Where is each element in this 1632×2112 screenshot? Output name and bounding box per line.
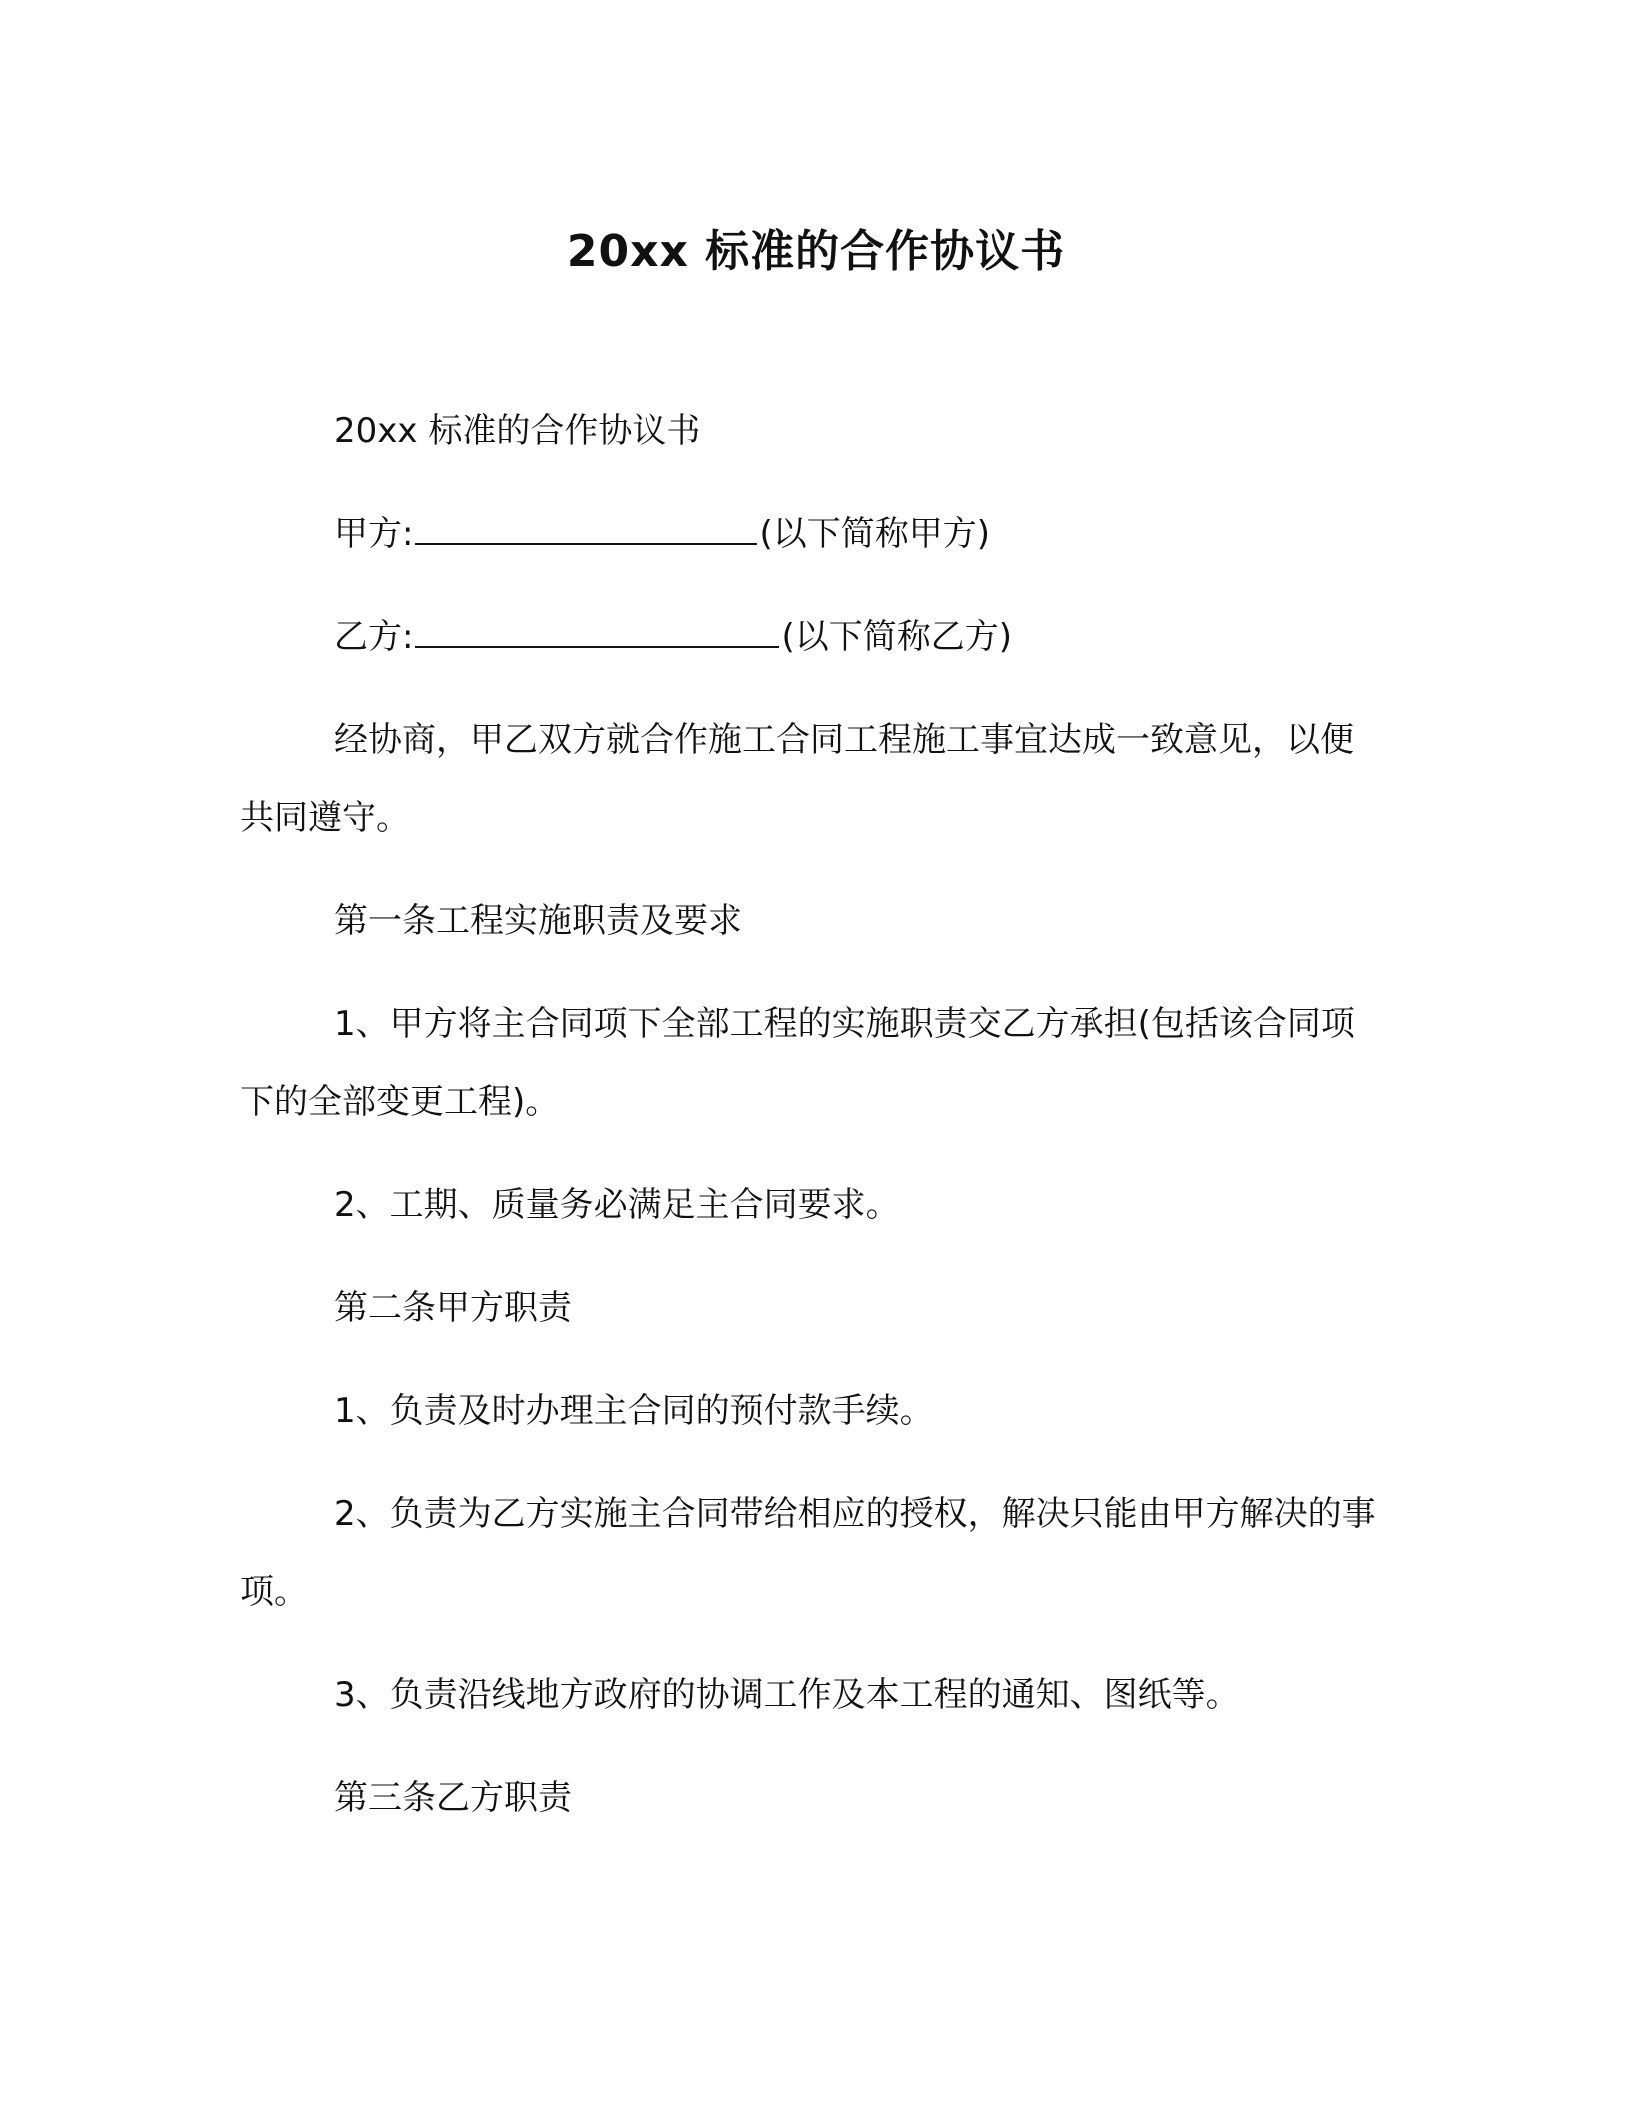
party-a-suffix: (以下简称甲方)	[759, 514, 990, 554]
article-1-item-1: 1、甲方将主合同项下全部工程的实施职责交乙方承担(包括该合同项下的全部变更工程)。	[240, 1004, 1355, 1122]
article-2-item-2: 2、负责为乙方实施主合同带给相应的授权，解决只能由甲方解决的事项。	[240, 1494, 1376, 1612]
article-1-heading: 第一条工程实施职责及要求	[334, 901, 742, 941]
document-subtitle: 20xx 标准的合作协议书	[334, 411, 701, 451]
article-3-heading: 第三条乙方职责	[334, 1778, 572, 1818]
article-2-item-1: 1、负责及时办理主合同的预付款手续。	[334, 1391, 934, 1431]
document-body	[240, 392, 1376, 1837]
document-title: 20xx 标准的合作协议书	[566, 226, 1066, 277]
intro-paragraph: 经协商，甲乙双方就合作施工合同工程施工事宜达成一致意见，以便共同遵守。	[240, 720, 1354, 838]
party-a-line	[240, 495, 1376, 573]
article-2-heading: 第二条甲方职责	[334, 1288, 572, 1328]
party-b-label: 乙方:	[334, 617, 414, 657]
party-b-blank	[415, 618, 779, 648]
party-a-blank	[415, 515, 757, 545]
party-b-suffix: (以下简称乙方)	[781, 617, 1012, 657]
party-b-line	[240, 598, 1376, 676]
article-1-item-2: 2、工期、质量务必满足主合同要求。	[334, 1185, 900, 1225]
article-2-item-3: 3、负责沿线地方政府的协调工作及本工程的通知、图纸等。	[334, 1675, 1240, 1715]
party-a-label: 甲方:	[334, 514, 414, 554]
